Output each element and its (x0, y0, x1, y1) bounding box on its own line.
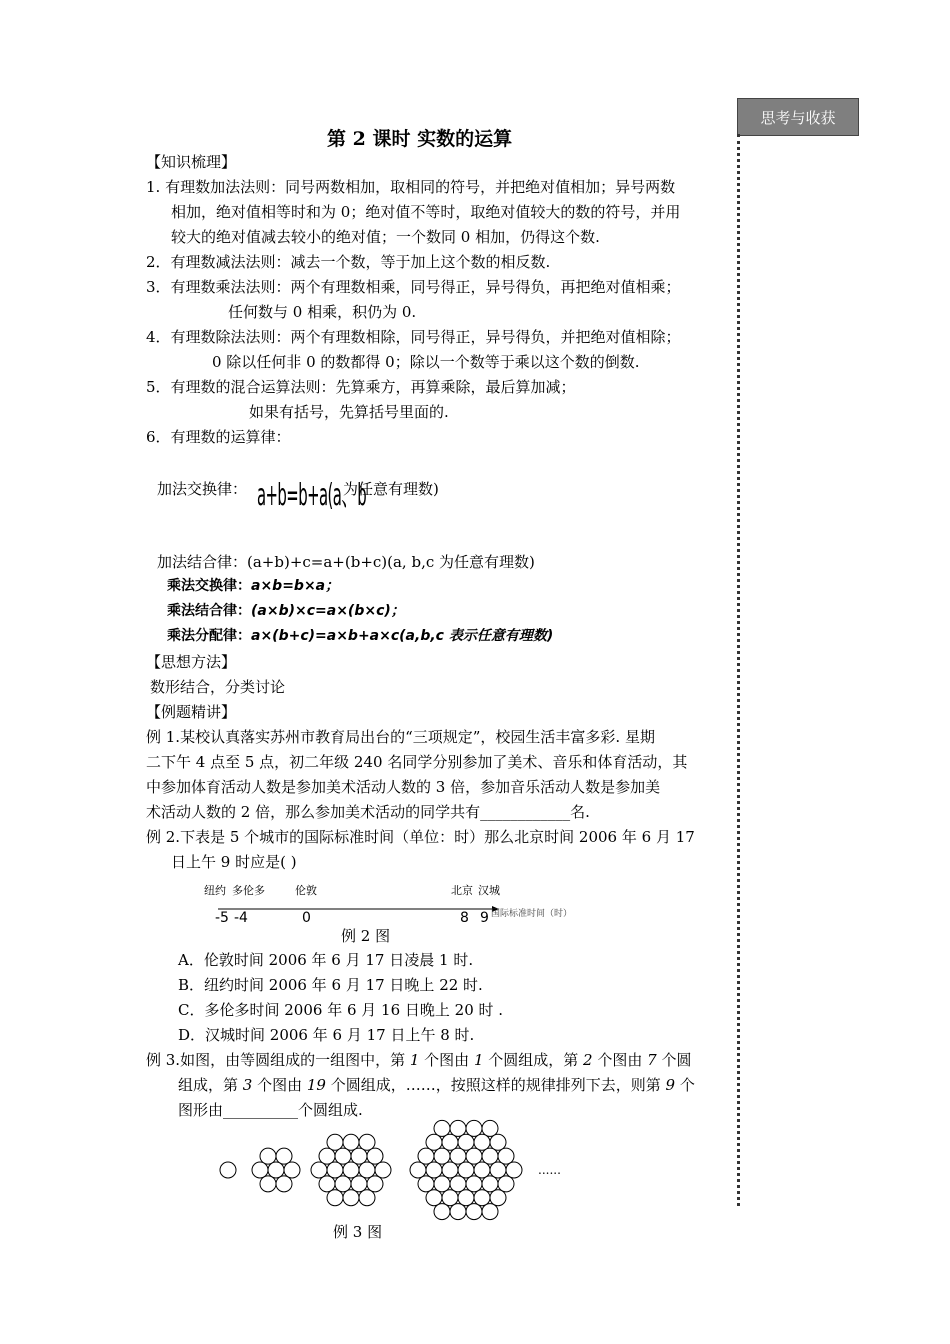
rule-5-line-1: 5．有理数的混合运算法则：先算乘方，再算乘除，最后算加减； (146, 378, 576, 396)
pattern-circle (418, 1176, 434, 1192)
example-2-caption: 例 2 图 (341, 927, 391, 945)
pattern-circle (434, 1148, 450, 1164)
example-3-caption: 例 3 图 (333, 1223, 383, 1241)
pattern-circle (367, 1148, 383, 1164)
pattern-circle (482, 1148, 498, 1164)
add-comm-label: 加法交换律： (157, 480, 248, 498)
example-3-line-1: 例 3.如图，由等圆组成的一组图中，第 1 个图由 1 个圆组成，第 2 个图由 7 个圆 (146, 1051, 692, 1069)
city-label: 汉城 (478, 884, 500, 897)
example-1-line-3: 中参加体育活动人数是参加美术活动人数的 3 倍，参加音乐活动人数是参加美 (146, 778, 661, 796)
pattern-circle (490, 1134, 506, 1150)
option-b: B．纽约时间 2006 年 6 月 17 日晚上 22 时. (178, 976, 483, 994)
pattern-circle (426, 1190, 442, 1206)
pattern-circle (466, 1176, 482, 1192)
pattern-circle (367, 1176, 383, 1192)
pattern-circle (482, 1120, 498, 1136)
pattern-circle (450, 1120, 466, 1136)
pattern-circle (474, 1190, 490, 1206)
pattern-circle (506, 1162, 522, 1178)
mul-dist: 乘法分配律：a×(b+c)=a×b+a×c(a,b,c 表示任意有理数) (167, 628, 554, 644)
pattern-circle (260, 1148, 276, 1164)
pattern-circle (284, 1162, 300, 1178)
tick-label: 8 (460, 910, 469, 926)
pattern-circle (490, 1162, 506, 1178)
rule-1-line-2: 相加，绝对值相等时和为 0；绝对值不等时，取绝对值较大的数的符号，并用 (171, 203, 681, 221)
pattern-circle (268, 1162, 284, 1178)
page-title: 第 2 课时 实数的运算 (327, 128, 513, 150)
pattern-circle (276, 1148, 292, 1164)
method-text: 数形结合，分类讨论 (150, 678, 286, 696)
pattern-circle (466, 1120, 482, 1136)
pattern-circle (442, 1162, 458, 1178)
pattern-circle (498, 1148, 514, 1164)
tick-label: 9 (480, 910, 489, 926)
rule-1-line-3: 较大的绝对值减去较小的绝对值；一个数同 0 相加，仍得这个数. (171, 228, 600, 246)
pattern-circle (343, 1190, 359, 1206)
pattern-circle (276, 1176, 292, 1192)
pattern-circle (434, 1120, 450, 1136)
pattern-circle (434, 1204, 450, 1220)
option-a: A．伦敦时间 2006 年 6 月 17 日凌晨 1 时. (178, 951, 474, 969)
rule-3-line-1: 3．有理数乘法法则：两个有理数相乘，同号得正，异号得负，再把绝对值相乘； (146, 278, 681, 296)
pattern-circle (351, 1148, 367, 1164)
pattern-circle (434, 1176, 450, 1192)
pattern-circle (450, 1204, 466, 1220)
pattern-circle (490, 1190, 506, 1206)
pattern-circle (327, 1190, 343, 1206)
example-1-line-2: 二下午 4 点至 5 点，初二年级 240 名同学分别参加了美术、音乐和体育活动，其 (146, 753, 688, 771)
city-label: 北京 (451, 884, 473, 897)
pattern-circle (458, 1190, 474, 1206)
example-2-line-2: 日上午 9 时应是( ) (171, 853, 297, 871)
pattern-circle (359, 1134, 375, 1150)
pattern-circle (482, 1204, 498, 1220)
option-d: D．汉城时间 2006 年 6 月 17 日上午 8 时. (178, 1026, 475, 1044)
city-label: 多伦多 (232, 884, 265, 897)
tick-label: -4 (234, 910, 248, 926)
city-label: 纽约 (204, 884, 226, 897)
pattern-circle (442, 1190, 458, 1206)
section-knowledge: 【知识梳理】 (146, 153, 237, 171)
pattern-circle (474, 1162, 490, 1178)
section-examples: 【例题精讲】 (146, 703, 237, 721)
sidebar-label: 思考与收获 (737, 98, 859, 136)
pattern-circle (319, 1148, 335, 1164)
pattern-circle (220, 1162, 236, 1178)
pattern-circle (311, 1162, 327, 1178)
tick-label: -5 (215, 910, 229, 926)
rule-2: 2．有理数减法法则：减去一个数，等于加上这个数的相反数. (146, 253, 551, 271)
pattern-circle (466, 1204, 482, 1220)
mul-comm: 乘法交换律：a×b=b×a； (167, 578, 340, 594)
pattern-circle (252, 1162, 268, 1178)
pattern-circle (458, 1134, 474, 1150)
pattern-circle (498, 1176, 514, 1192)
pattern-circle (319, 1176, 335, 1192)
pattern-circle (343, 1162, 359, 1178)
example-3-line-3: 图形由__________个圆组成. (178, 1101, 363, 1119)
pattern-circle (351, 1176, 367, 1192)
pattern-circle (335, 1176, 351, 1192)
example-3-line-2: 组成，第 3 个图由 19 个圆组成，……，按照这样的规律排列下去，则第 9 个 (178, 1076, 695, 1094)
pattern-circle (474, 1134, 490, 1150)
pattern-circle (426, 1134, 442, 1150)
timezone-number-line (196, 880, 616, 930)
rule-1-line-1: 1. 有理数加法法则：同号两数相加，取相同的符号，并把绝对值相加；异号两数 (146, 178, 676, 196)
pattern-circle (442, 1134, 458, 1150)
pattern-circle (327, 1134, 343, 1150)
rule-4-line-2: 0 除以任何非 0 的数都得 0；除以一个数等于乘以这个数的倒数. (212, 353, 640, 371)
example-1-line-4: 术活动人数的 2 倍，那么参加美术活动的同学共有____________名. (146, 803, 590, 821)
pattern-circle (335, 1148, 351, 1164)
add-comm-tail: 为任意有理数) (343, 480, 439, 498)
add-comm-formula: a+b=b+a(a、b (257, 478, 367, 513)
pattern-circle (359, 1162, 375, 1178)
pattern-circle (482, 1176, 498, 1192)
add-assoc: 加法结合律：(a+b)+c=a+(b+c)(a, b,c 为任意有理数) (157, 553, 535, 571)
pattern-circle (458, 1162, 474, 1178)
pattern-circle (327, 1162, 343, 1178)
pattern-circle (260, 1176, 276, 1192)
pattern-circle (426, 1162, 442, 1178)
circle-pattern-figure (210, 1115, 570, 1230)
pattern-circle (410, 1162, 426, 1178)
example-2-line-1: 例 2.下表是 5 个城市的国际标准时间（单位：时）那么北京时间 2006 年 6 月 17 (146, 828, 695, 846)
rule-3-line-2: 任何数与 0 相乘，积仍为 0. (228, 303, 417, 321)
city-label: 伦敦 (295, 884, 317, 897)
pattern-circle (418, 1148, 434, 1164)
rule-6: 6．有理数的运算律： (146, 428, 291, 446)
sidebar-divider (737, 134, 740, 1206)
pattern-circle (450, 1148, 466, 1164)
mul-assoc: 乘法结合律：(a×b)×c=a×(b×c)； (167, 603, 405, 619)
rule-4-line-1: 4．有理数除法法则：两个有理数相除，同号得正，异号得负，并把绝对值相除； (146, 328, 681, 346)
pattern-circle (375, 1162, 391, 1178)
tick-label: 0 (302, 910, 311, 926)
pattern-circle (359, 1190, 375, 1206)
option-c: C．多伦多时间 2006 年 6 月 16 日晚上 20 时 . (178, 1001, 504, 1019)
pattern-circle (343, 1134, 359, 1150)
rule-5-line-2: 如果有括号，先算括号里面的. (249, 403, 449, 421)
example-1-line-1: 例 1.某校认真落实苏州市教育局出台的“三项规定”，校园生活丰富多彩. 星期 (146, 728, 655, 746)
pattern-circle (466, 1148, 482, 1164)
pattern-ellipsis: ...... (538, 1163, 561, 1177)
section-method: 【思想方法】 (146, 653, 237, 671)
axis-label: 国际标准时间（时） (491, 909, 573, 919)
pattern-circle (450, 1176, 466, 1192)
